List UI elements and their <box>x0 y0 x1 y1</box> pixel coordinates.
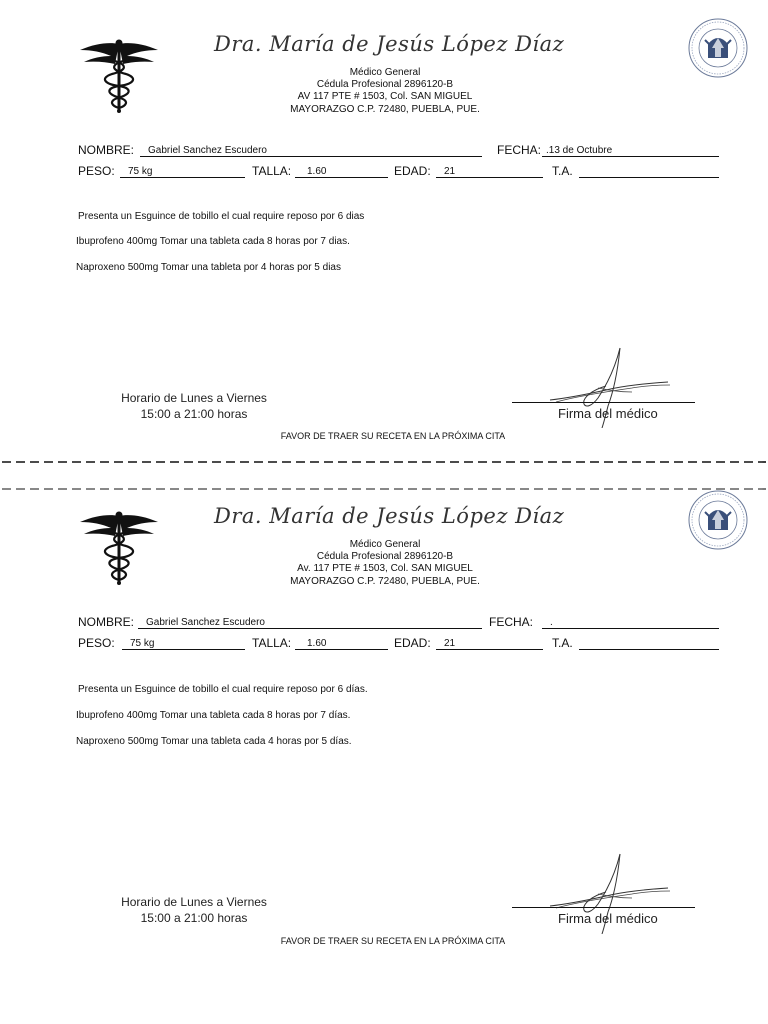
rx-line-1: Presenta un Esguince de tobillo el cual require reposo por 6 dias <box>78 211 365 222</box>
fecha-label: FECHA: <box>489 615 534 629</box>
doctor-name: Dra. María de Jesús López Díaz <box>214 504 565 528</box>
edad-field: 21 <box>436 636 543 650</box>
peso-label: PESO: <box>78 636 115 650</box>
schedule-days: Horario de Lunes a Viernes <box>121 895 267 909</box>
rx-line-3: Naproxeno 500mg Tomar una tableta por 4 horas por 5 dias <box>76 262 341 273</box>
peso-field: 75 kg <box>120 164 245 178</box>
peso-label: PESO: <box>78 164 115 178</box>
edad-label: EDAD: <box>394 164 431 178</box>
cut-line-top <box>0 461 768 463</box>
ta-label: T.A. <box>552 164 573 178</box>
doctor-name: Dra. María de Jesús López Díaz <box>214 32 565 56</box>
talla-field: 1.60 <box>295 636 388 650</box>
talla-field: 1.60 <box>295 164 388 178</box>
address: AV 117 PTE # 1503, Col. SAN MIGUEL <box>297 91 473 102</box>
fecha-field: .13 de Octubre <box>542 143 719 157</box>
ta-label: T.A. <box>552 636 573 650</box>
nombre-label: NOMBRE: <box>78 143 135 157</box>
university-seal-icon <box>688 18 748 78</box>
caduceus-icon <box>78 38 160 114</box>
schedule-hours: 15:00 a 21:00 horas <box>140 407 248 421</box>
firma-label: Firma del médico <box>558 406 658 421</box>
ta-field <box>579 636 719 650</box>
university-seal-icon <box>688 490 748 550</box>
specialty: Médico General <box>349 67 421 78</box>
prescription-2 <box>0 472 768 946</box>
notice-text: FAVOR DE TRAER SU RECETA EN LA PRÓXIMA CITA <box>280 431 506 441</box>
signature-line <box>512 907 695 908</box>
rx-line-2: Ibuprofeno 400mg Tomar una tableta cada 8 horas por 7 dias. <box>76 236 350 247</box>
license: Cédula Profesional 2896120-B <box>316 79 454 90</box>
edad-label: EDAD: <box>394 636 431 650</box>
edad-field: 21 <box>436 164 543 178</box>
rx-line-1: Presenta un Esguince de tobillo el cual require reposo por 6 días. <box>78 684 368 695</box>
talla-label: TALLA: <box>252 636 292 650</box>
schedule-days: Horario de Lunes a Viernes <box>121 391 267 405</box>
signature-line <box>512 402 695 403</box>
nombre-field: Gabriel Sanchez Escudero <box>138 615 482 629</box>
license: Cédula Profesional 2896120-B <box>316 551 454 562</box>
schedule-hours: 15:00 a 21:00 horas <box>140 911 248 925</box>
notice-text: FAVOR DE TRAER SU RECETA EN LA PRÓXIMA CITA <box>280 936 506 946</box>
city-line: MAYORAZGO C.P. 72480, PUEBLA, PUE. <box>290 576 480 587</box>
talla-label: TALLA: <box>252 164 292 178</box>
rx-line-2: Ibuprofeno 400mg Tomar una tableta cada 8 horas por 7 días. <box>76 710 351 721</box>
caduceus-icon <box>78 510 160 586</box>
city-line: MAYORAZGO C.P. 72480, PUEBLA, PUE. <box>290 104 480 115</box>
nombre-label: NOMBRE: <box>78 615 135 629</box>
fecha-field: . <box>542 615 719 629</box>
fecha-label: FECHA: <box>497 143 542 157</box>
prescription-1 <box>0 0 768 470</box>
rx-line-3: Naproxeno 500mg Tomar una tableta cada 4 horas por 5 días. <box>76 736 352 747</box>
firma-label: Firma del médico <box>558 911 658 926</box>
nombre-field: Gabriel Sanchez Escudero <box>140 143 482 157</box>
specialty: Médico General <box>349 539 421 550</box>
address: Av. 117 PTE # 1503, Col. SAN MIGUEL <box>297 563 473 574</box>
ta-field <box>579 164 719 178</box>
peso-field: 75 kg <box>122 636 245 650</box>
